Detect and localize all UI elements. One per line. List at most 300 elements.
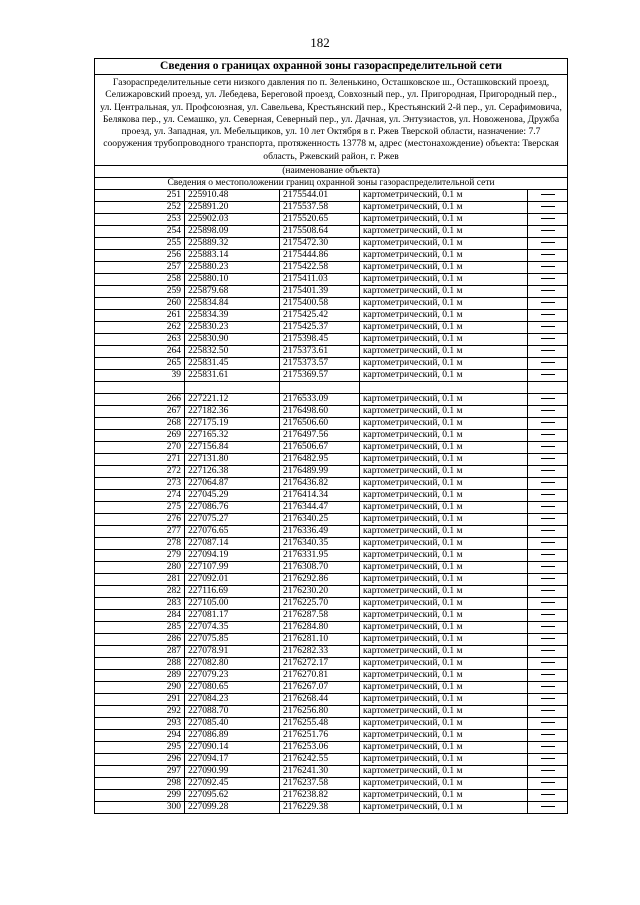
- coordinate-x: 227182.36: [185, 406, 280, 418]
- coordinate-x: 227175.19: [185, 418, 280, 430]
- point-number: 281: [95, 574, 185, 586]
- method-cell: картометрический, 0.1 м: [360, 538, 528, 550]
- coordinate-y: 2175472.30: [280, 238, 360, 250]
- coordinate-y: 2176287.58: [280, 610, 360, 622]
- dash-mark: [541, 446, 555, 447]
- table-row: [95, 370, 568, 382]
- dash-mark: [541, 362, 555, 363]
- empty-value-cell: [528, 670, 568, 682]
- dash-mark: [541, 638, 555, 639]
- empty-value-cell: [528, 766, 568, 778]
- empty-value-cell: [528, 478, 568, 490]
- point-number: 268: [95, 418, 185, 430]
- point-number: 275: [95, 502, 185, 514]
- coordinate-y: 2176340.25: [280, 514, 360, 526]
- empty-value-cell: [528, 418, 568, 430]
- method-cell: картометрический, 0.1 м: [360, 778, 528, 790]
- dash-mark: [541, 266, 555, 267]
- coordinate-x: 227045.29: [185, 490, 280, 502]
- dash-mark: [541, 674, 555, 675]
- table-row: [95, 730, 568, 742]
- point-number: 280: [95, 562, 185, 574]
- point-number: 294: [95, 730, 185, 742]
- point-number: 259: [95, 286, 185, 298]
- table-row: [95, 622, 568, 634]
- point-number: 258: [95, 274, 185, 286]
- boundary-table: [94, 58, 568, 814]
- coordinate-y: 2176506.67: [280, 442, 360, 454]
- empty-value-cell: [528, 226, 568, 238]
- coordinate-y: 2176497.56: [280, 430, 360, 442]
- point-number: 287: [95, 646, 185, 658]
- coordinate-x: 225832.50: [185, 346, 280, 358]
- point-number: 251: [95, 190, 185, 202]
- method-cell: картометрический, 0.1 м: [360, 238, 528, 250]
- separator-row: [95, 382, 568, 394]
- table-row: [95, 646, 568, 658]
- dash-mark: [541, 734, 555, 735]
- title-row: [95, 59, 568, 75]
- separator-cell: [360, 382, 528, 394]
- location-header-row: [95, 178, 568, 190]
- point-number: 284: [95, 610, 185, 622]
- empty-value-cell: [528, 754, 568, 766]
- empty-value-cell: [528, 346, 568, 358]
- dash-mark: [541, 254, 555, 255]
- method-cell: картометрический, 0.1 м: [360, 358, 528, 370]
- table-row: [95, 562, 568, 574]
- coordinate-y: 2176336.49: [280, 526, 360, 538]
- coordinate-y: 2176229.38: [280, 802, 360, 814]
- coordinate-y: 2176292.86: [280, 574, 360, 586]
- coordinate-x: 225834.39: [185, 310, 280, 322]
- table-row: [95, 718, 568, 730]
- method-cell: картометрический, 0.1 м: [360, 562, 528, 574]
- empty-value-cell: [528, 490, 568, 502]
- dash-mark: [541, 290, 555, 291]
- point-number: 272: [95, 466, 185, 478]
- coordinate-x: 227107.99: [185, 562, 280, 574]
- method-cell: картометрический, 0.1 м: [360, 454, 528, 466]
- method-cell: картометрический, 0.1 м: [360, 658, 528, 670]
- coordinate-y: 2176272.17: [280, 658, 360, 670]
- method-cell: картометрический, 0.1 м: [360, 310, 528, 322]
- dash-mark: [541, 458, 555, 459]
- coordinate-x: 227165.32: [185, 430, 280, 442]
- coordinate-x: 227094.17: [185, 754, 280, 766]
- coordinate-x: 225883.14: [185, 250, 280, 262]
- table-row: [95, 754, 568, 766]
- method-cell: картометрический, 0.1 м: [360, 370, 528, 382]
- empty-value-cell: [528, 598, 568, 610]
- method-cell: картометрический, 0.1 м: [360, 406, 528, 418]
- empty-value-cell: [528, 802, 568, 814]
- coordinate-x: 225880.10: [185, 274, 280, 286]
- dash-mark: [541, 194, 555, 195]
- method-cell: картометрический, 0.1 м: [360, 202, 528, 214]
- coordinate-y: 2176344.47: [280, 502, 360, 514]
- coordinate-x: 225831.45: [185, 358, 280, 370]
- point-number: 257: [95, 262, 185, 274]
- empty-value-cell: [528, 730, 568, 742]
- coordinate-x: 227086.89: [185, 730, 280, 742]
- method-cell: картометрический, 0.1 м: [360, 694, 528, 706]
- coordinate-y: 2176281.10: [280, 634, 360, 646]
- empty-value-cell: [528, 706, 568, 718]
- table-row: [95, 514, 568, 526]
- point-number: 298: [95, 778, 185, 790]
- table-row: [95, 226, 568, 238]
- coordinate-x: 227092.45: [185, 778, 280, 790]
- coordinate-y: 2176498.60: [280, 406, 360, 418]
- coordinate-y: 2176241.30: [280, 766, 360, 778]
- table-row: [95, 310, 568, 322]
- empty-value-cell: [528, 238, 568, 250]
- method-cell: картометрический, 0.1 м: [360, 730, 528, 742]
- table-row: [95, 202, 568, 214]
- coordinate-y: 2175444.86: [280, 250, 360, 262]
- coordinate-x: 225891.20: [185, 202, 280, 214]
- coordinate-x: 227105.00: [185, 598, 280, 610]
- coordinate-x: 227087.14: [185, 538, 280, 550]
- method-cell: картометрический, 0.1 м: [360, 442, 528, 454]
- table-row: [95, 526, 568, 538]
- separator-cell: [528, 382, 568, 394]
- point-number: 296: [95, 754, 185, 766]
- method-cell: картометрический, 0.1 м: [360, 802, 528, 814]
- table-row: [95, 790, 568, 802]
- dash-mark: [541, 722, 555, 723]
- point-number: 277: [95, 526, 185, 538]
- empty-value-cell: [528, 466, 568, 478]
- coordinate-y: 2176267.07: [280, 682, 360, 694]
- separator-cell: [280, 382, 360, 394]
- empty-value-cell: [528, 202, 568, 214]
- method-cell: картометрический, 0.1 м: [360, 718, 528, 730]
- method-cell: картометрический, 0.1 м: [360, 670, 528, 682]
- table-row: [95, 274, 568, 286]
- dash-mark: [541, 698, 555, 699]
- coordinate-y: 2176255.48: [280, 718, 360, 730]
- empty-value-cell: [528, 190, 568, 202]
- point-number: 271: [95, 454, 185, 466]
- dash-mark: [541, 650, 555, 651]
- coordinate-y: 2176482.95: [280, 454, 360, 466]
- table-row: [95, 538, 568, 550]
- empty-value-cell: [528, 718, 568, 730]
- method-cell: картометрический, 0.1 м: [360, 214, 528, 226]
- coordinate-y: 2176282.33: [280, 646, 360, 658]
- empty-value-cell: [528, 430, 568, 442]
- method-cell: картометрический, 0.1 м: [360, 586, 528, 598]
- table-row: [95, 346, 568, 358]
- empty-value-cell: [528, 322, 568, 334]
- table-row: [95, 634, 568, 646]
- dash-mark: [541, 578, 555, 579]
- dash-mark: [541, 338, 555, 339]
- table-row: [95, 766, 568, 778]
- point-number: 279: [95, 550, 185, 562]
- dash-mark: [541, 314, 555, 315]
- method-cell: картометрический, 0.1 м: [360, 646, 528, 658]
- empty-value-cell: [528, 310, 568, 322]
- table-row: [95, 286, 568, 298]
- method-cell: картометрический, 0.1 м: [360, 754, 528, 766]
- coordinate-y: 2176268.44: [280, 694, 360, 706]
- point-number: 263: [95, 334, 185, 346]
- point-number: 276: [95, 514, 185, 526]
- coordinate-y: 2175373.61: [280, 346, 360, 358]
- point-number: 252: [95, 202, 185, 214]
- coordinate-y: 2176242.55: [280, 754, 360, 766]
- empty-value-cell: [528, 658, 568, 670]
- table-row: [95, 586, 568, 598]
- separator-cell: [95, 382, 185, 394]
- coordinate-x: 227221.12: [185, 394, 280, 406]
- point-number: 290: [95, 682, 185, 694]
- coordinate-y: 2176436.82: [280, 478, 360, 490]
- coordinate-x: 227131.80: [185, 454, 280, 466]
- dash-mark: [541, 482, 555, 483]
- coordinate-y: 2175411.03: [280, 274, 360, 286]
- coordinate-x: 225834.84: [185, 298, 280, 310]
- point-number: 300: [95, 802, 185, 814]
- table-row: [95, 706, 568, 718]
- coordinate-x: 227099.28: [185, 802, 280, 814]
- coordinate-x: 227156.84: [185, 442, 280, 454]
- empty-value-cell: [528, 526, 568, 538]
- method-cell: картометрический, 0.1 м: [360, 514, 528, 526]
- table-row: [95, 670, 568, 682]
- empty-value-cell: [528, 550, 568, 562]
- coordinate-y: 2175425.42: [280, 310, 360, 322]
- dash-mark: [541, 302, 555, 303]
- coordinate-y: 2175398.45: [280, 334, 360, 346]
- method-cell: картометрический, 0.1 м: [360, 418, 528, 430]
- coordinate-x: 225831.61: [185, 370, 280, 382]
- empty-value-cell: [528, 634, 568, 646]
- coordinate-x: 227075.85: [185, 634, 280, 646]
- table-row: [95, 442, 568, 454]
- table-row: [95, 322, 568, 334]
- empty-value-cell: [528, 622, 568, 634]
- dash-mark: [541, 506, 555, 507]
- coordinate-y: 2176533.09: [280, 394, 360, 406]
- point-number: 262: [95, 322, 185, 334]
- point-number: 264: [95, 346, 185, 358]
- empty-value-cell: [528, 538, 568, 550]
- coordinate-y: 2175422.58: [280, 262, 360, 274]
- table-row: [95, 298, 568, 310]
- method-cell: картометрический, 0.1 м: [360, 742, 528, 754]
- method-cell: картометрический, 0.1 м: [360, 502, 528, 514]
- point-number: 286: [95, 634, 185, 646]
- coordinate-x: 227116.69: [185, 586, 280, 598]
- dash-mark: [541, 374, 555, 375]
- coordinate-y: 2176308.70: [280, 562, 360, 574]
- empty-value-cell: [528, 574, 568, 586]
- coordinate-x: 225830.23: [185, 322, 280, 334]
- dash-mark: [541, 590, 555, 591]
- coordinate-y: 2176230.20: [280, 586, 360, 598]
- method-cell: картометрический, 0.1 м: [360, 274, 528, 286]
- table-row: [95, 550, 568, 562]
- point-number: 266: [95, 394, 185, 406]
- method-cell: картометрический, 0.1 м: [360, 550, 528, 562]
- dash-mark: [541, 398, 555, 399]
- method-cell: картометрический, 0.1 м: [360, 286, 528, 298]
- dash-mark: [541, 350, 555, 351]
- table-title: Сведения о границах охранной зоны газораспределительной сети: [95, 59, 568, 75]
- dash-mark: [541, 410, 555, 411]
- point-number: 289: [95, 670, 185, 682]
- dash-mark: [541, 494, 555, 495]
- coordinate-y: 2175400.58: [280, 298, 360, 310]
- point-number: 295: [95, 742, 185, 754]
- method-cell: картометрический, 0.1 м: [360, 430, 528, 442]
- empty-value-cell: [528, 682, 568, 694]
- empty-value-cell: [528, 514, 568, 526]
- dash-mark: [541, 566, 555, 567]
- dash-mark: [541, 602, 555, 603]
- coordinate-y: 2176253.06: [280, 742, 360, 754]
- dash-mark: [541, 710, 555, 711]
- dash-mark: [541, 434, 555, 435]
- dash-mark: [541, 530, 555, 531]
- empty-value-cell: [528, 274, 568, 286]
- dash-mark: [541, 518, 555, 519]
- dash-mark: [541, 806, 555, 807]
- dash-mark: [541, 614, 555, 615]
- method-cell: картометрический, 0.1 м: [360, 610, 528, 622]
- method-cell: картометрический, 0.1 м: [360, 478, 528, 490]
- empty-value-cell: [528, 406, 568, 418]
- method-cell: картометрический, 0.1 м: [360, 790, 528, 802]
- coordinate-x: 225880.23: [185, 262, 280, 274]
- point-number: 283: [95, 598, 185, 610]
- empty-value-cell: [528, 562, 568, 574]
- point-number: 265: [95, 358, 185, 370]
- coordinate-x: 227081.17: [185, 610, 280, 622]
- page-number: 182: [310, 35, 330, 50]
- coordinate-y: 2176237.58: [280, 778, 360, 790]
- coordinate-x: 227064.87: [185, 478, 280, 490]
- method-cell: картометрический, 0.1 м: [360, 766, 528, 778]
- coordinate-y: 2175508.64: [280, 226, 360, 238]
- description-row: [95, 75, 568, 166]
- table-row: [95, 490, 568, 502]
- method-cell: картометрический, 0.1 м: [360, 466, 528, 478]
- table-row: [95, 466, 568, 478]
- coordinate-y: 2175544.01: [280, 190, 360, 202]
- table-row: [95, 262, 568, 274]
- coordinate-y: 2175373.57: [280, 358, 360, 370]
- coordinate-y: 2176506.60: [280, 418, 360, 430]
- coordinate-x: 227076.65: [185, 526, 280, 538]
- dash-mark: [541, 554, 555, 555]
- method-cell: картометрический, 0.1 м: [360, 334, 528, 346]
- location-header: Сведения о местоположении границ охранной зоны газораспределительной сети: [95, 178, 568, 190]
- coordinate-y: 2175520.65: [280, 214, 360, 226]
- table-row: [95, 250, 568, 262]
- method-cell: картометрический, 0.1 м: [360, 346, 528, 358]
- method-cell: картометрический, 0.1 м: [360, 190, 528, 202]
- point-number: 285: [95, 622, 185, 634]
- point-number: 260: [95, 298, 185, 310]
- coordinate-x: 227084.23: [185, 694, 280, 706]
- coordinate-x: 225902.03: [185, 214, 280, 226]
- method-cell: картометрический, 0.1 м: [360, 490, 528, 502]
- table-row: [95, 418, 568, 430]
- coordinate-x: 225879.68: [185, 286, 280, 298]
- point-number: 269: [95, 430, 185, 442]
- coordinate-y: 2176225.70: [280, 598, 360, 610]
- dash-mark: [541, 782, 555, 783]
- empty-value-cell: [528, 250, 568, 262]
- method-cell: картометрический, 0.1 м: [360, 298, 528, 310]
- coordinate-y: 2176256.80: [280, 706, 360, 718]
- point-number: 254: [95, 226, 185, 238]
- coordinate-x: 227082.80: [185, 658, 280, 670]
- coordinate-x: 227079.23: [185, 670, 280, 682]
- coordinate-x: 227092.01: [185, 574, 280, 586]
- coordinate-y: 2175369.57: [280, 370, 360, 382]
- coordinate-y: 2176284.80: [280, 622, 360, 634]
- method-cell: картометрический, 0.1 м: [360, 526, 528, 538]
- dash-mark: [541, 422, 555, 423]
- table-row: [95, 454, 568, 466]
- empty-value-cell: [528, 370, 568, 382]
- method-cell: картометрический, 0.1 м: [360, 250, 528, 262]
- coordinate-x: 225898.09: [185, 226, 280, 238]
- coordinate-y: 2176489.99: [280, 466, 360, 478]
- point-number: 39: [95, 370, 185, 382]
- table-row: [95, 478, 568, 490]
- table-row: [95, 394, 568, 406]
- dash-mark: [541, 662, 555, 663]
- coordinate-y: 2176270.81: [280, 670, 360, 682]
- dash-mark: [541, 758, 555, 759]
- table-row: [95, 778, 568, 790]
- table-row: [95, 742, 568, 754]
- method-cell: картометрический, 0.1 м: [360, 322, 528, 334]
- empty-value-cell: [528, 778, 568, 790]
- dash-mark: [541, 794, 555, 795]
- table-row: [95, 610, 568, 622]
- empty-value-cell: [528, 454, 568, 466]
- coordinate-y: 2176251.76: [280, 730, 360, 742]
- table-row: [95, 658, 568, 670]
- table-row: [95, 190, 568, 202]
- method-cell: картометрический, 0.1 м: [360, 262, 528, 274]
- table-row: [95, 334, 568, 346]
- empty-value-cell: [528, 442, 568, 454]
- coordinate-x: 227085.40: [185, 718, 280, 730]
- coordinate-x: 227088.70: [185, 706, 280, 718]
- table-row: [95, 598, 568, 610]
- table-row: [95, 430, 568, 442]
- dash-mark: [541, 770, 555, 771]
- empty-value-cell: [528, 586, 568, 598]
- dash-mark: [541, 326, 555, 327]
- empty-value-cell: [528, 214, 568, 226]
- empty-value-cell: [528, 286, 568, 298]
- table-row: [95, 682, 568, 694]
- empty-value-cell: [528, 610, 568, 622]
- table-row: [95, 694, 568, 706]
- coordinate-x: 227078.91: [185, 646, 280, 658]
- coordinate-y: 2175401.39: [280, 286, 360, 298]
